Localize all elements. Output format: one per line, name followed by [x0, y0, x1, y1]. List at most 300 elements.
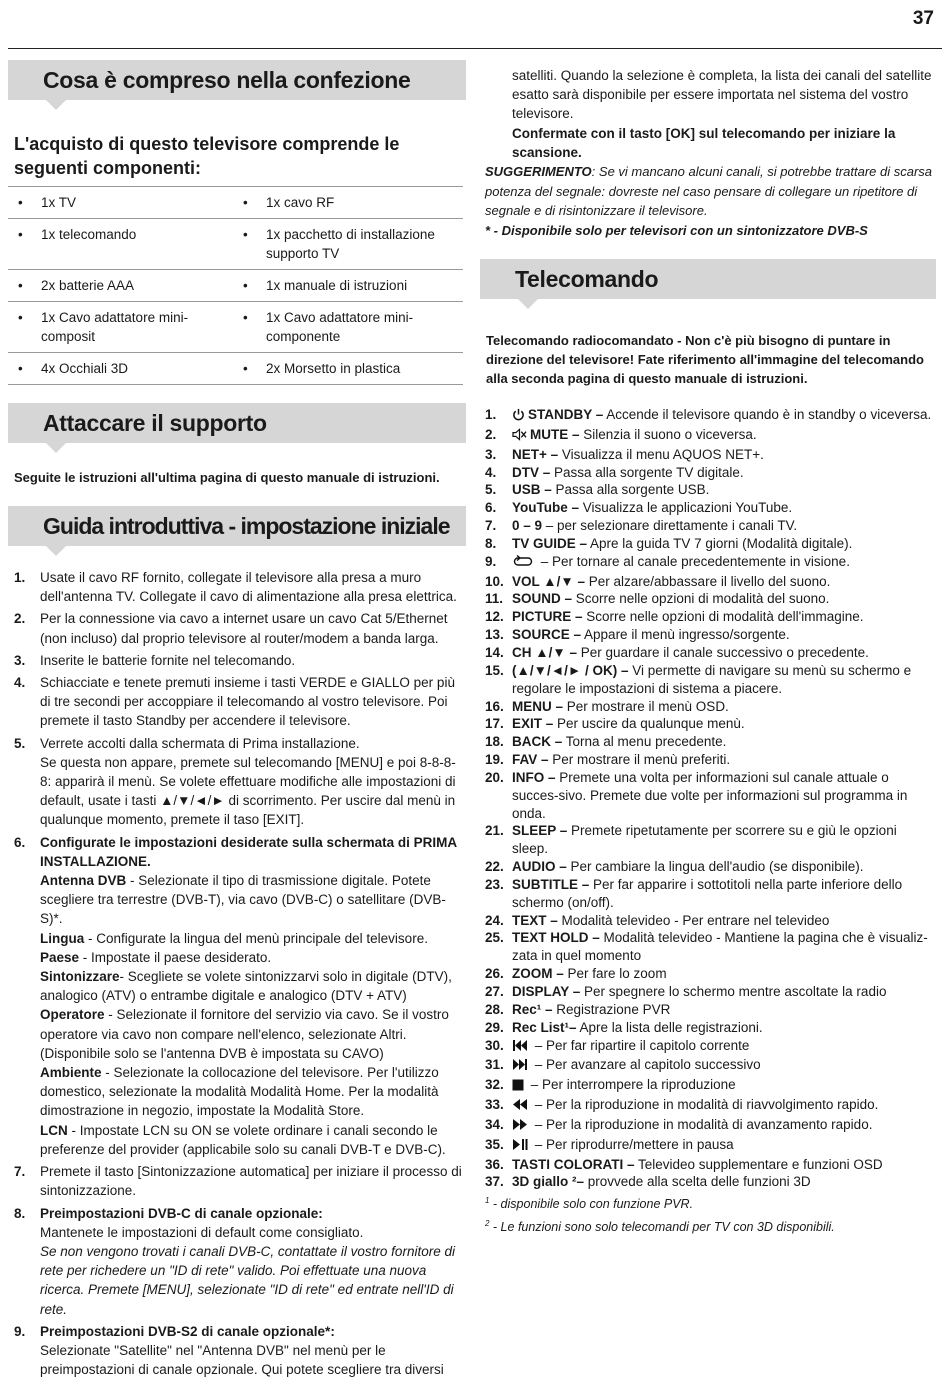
- right-column: [480, 66, 936, 1238]
- package-item: [233, 359, 463, 378]
- step-body: [40, 734, 466, 830]
- item-number: 8.: [485, 535, 497, 551]
- step-number: 8.: [14, 1205, 26, 1221]
- setting-desc: - Impostate il paese desiderato.: [79, 949, 272, 965]
- button-name: 0 – 9: [512, 518, 543, 534]
- button-name: Rec¹ –: [512, 1001, 553, 1017]
- footnotes: [480, 1191, 936, 1237]
- setup-step: [8, 833, 466, 1159]
- remote-button-item: [480, 876, 936, 912]
- button-desc: Per guardare il canale successivo o precedente.: [576, 644, 869, 660]
- button-name: MUTE –: [530, 426, 580, 442]
- remote-button-item: [480, 446, 936, 464]
- button-desc: Modalità televideo - Per entrare nel televideo: [557, 912, 830, 928]
- dvbs-note: * - Disponibile solo per televisori con un sintonizzatore DVB-S: [485, 222, 868, 238]
- package-item: [8, 225, 233, 244]
- item-number: 33.: [485, 1097, 504, 1113]
- package-subtitle: L'acquisto di questo televisore comprende le seguenti componenti:: [14, 134, 400, 178]
- button-name: PICTURE –: [512, 609, 583, 625]
- rewind-icon: [512, 1098, 528, 1116]
- remote-button-item: [480, 573, 936, 591]
- button-name: TEXT HOLD –: [512, 930, 600, 946]
- item-number: 23.: [485, 876, 504, 892]
- button-desc: – Per riprodurre/mettere in pausa: [531, 1136, 734, 1152]
- step-number: 4.: [14, 675, 26, 691]
- button-desc: Premete una volta per informazioni sul canale attuale o succes-sivo. Premete due volte per informazioni sul programma in onda.: [512, 769, 908, 821]
- item-body: [512, 446, 936, 464]
- button-desc: – Per la riproduzione in modalità di avanzamento rapido.: [531, 1116, 873, 1132]
- item-body: [512, 1019, 936, 1037]
- item-body: [512, 822, 936, 858]
- package-item-label: 1x Cavo adattatore mini-componente: [266, 310, 414, 344]
- button-name: INFO –: [512, 769, 556, 785]
- left-column: [8, 60, 466, 1382]
- step-body: [40, 1322, 466, 1380]
- remote-button-item: [480, 1173, 936, 1191]
- step-number: 9.: [14, 1323, 26, 1339]
- remote-button-item: [480, 426, 936, 446]
- button-desc: – Per tornare al canale precedentemente in visione.: [537, 553, 850, 569]
- item-body: [512, 1076, 936, 1096]
- item-body: [512, 1156, 936, 1174]
- item-number: 20.: [485, 769, 504, 785]
- setting-desc: - Selezionate il tipo di trasmissione digitale. Potete scegliere tra terrestre (DVB-T), via cavo (DVB-C) o satellitare (DVB-S)*.: [40, 873, 446, 927]
- setting-entry: [40, 1063, 466, 1121]
- setting-desc: - Scegliete se volete sintonizzarvi solo in digitale (DTV), analogico (ATV) o entrambe digitale e analogico (DTV + ATV): [40, 969, 452, 1004]
- step-text: Preimpostazioni DVB-S2 di canale opzionale*:: [40, 1323, 335, 1339]
- package-cell: [8, 353, 233, 385]
- setup-steps-list: [8, 568, 466, 1379]
- section-title: Attaccare il supporto: [43, 410, 267, 436]
- setting-name: Operatore: [40, 1007, 105, 1023]
- button-desc: Visualizza il menu AQUOS NET+.: [558, 446, 764, 462]
- package-item: [8, 276, 233, 295]
- remote-button-item: [480, 912, 936, 930]
- button-name: AUDIO –: [512, 859, 567, 875]
- item-number: 10.: [485, 573, 504, 589]
- step-text: Schiacciate e tenete premuti insieme i tasti VERDE e GIALLO per più di tre secondi per accoppiare il telecomando al vostro televisore. Poi premete il tasto Standby per accendere il televisore.: [40, 675, 455, 729]
- item-body: [512, 662, 936, 698]
- button-desc: Silenzia il suono o viceversa.: [579, 426, 757, 442]
- item-body: [512, 965, 936, 983]
- button-name: DISPLAY –: [512, 984, 581, 1000]
- item-body: [512, 733, 936, 751]
- button-desc: Scorre nelle opzioni di modalità del suono.: [572, 591, 830, 607]
- item-number: 5.: [485, 482, 497, 498]
- setting-name: Ambiente: [40, 1065, 102, 1081]
- footnote-text: - Le funzioni sono solo telecomandi per TV con 3D disponibili.: [489, 1220, 835, 1235]
- setting-name: Antenna DVB: [40, 873, 127, 889]
- footnote: [480, 1191, 936, 1214]
- setting-entry: [40, 871, 466, 929]
- setting-name: LCN: [40, 1122, 68, 1138]
- button-desc: Per cambiare la lingua dell'audio (se disponibile).: [566, 859, 864, 875]
- bullet-icon: •: [243, 278, 248, 293]
- item-body: [512, 715, 936, 733]
- button-name: VOL ▲/▼ –: [512, 573, 585, 589]
- item-body: [512, 626, 936, 644]
- remote-button-item: [480, 1116, 936, 1136]
- package-cell: [8, 302, 233, 353]
- section-title: Telecomando: [515, 266, 659, 293]
- button-desc: Per fare lo zoom: [563, 966, 667, 982]
- setup-step: [8, 673, 466, 731]
- setting-entry: [40, 967, 466, 1005]
- step-number: 3.: [14, 652, 26, 668]
- button-desc: Appare il menù ingresso/sorgente.: [581, 627, 790, 643]
- package-cell: [233, 270, 463, 302]
- section-title: Cosa è compreso nella confezione: [43, 67, 411, 93]
- item-body: [512, 553, 936, 573]
- setup-step: [8, 1322, 466, 1380]
- button-name: ZOOM –: [512, 966, 564, 982]
- item-number: 35.: [485, 1136, 504, 1152]
- package-cell: [8, 219, 233, 270]
- remote-button-item: [480, 464, 936, 482]
- button-name: EXIT –: [512, 716, 554, 732]
- remote-button-item: [480, 965, 936, 983]
- bullet-icon: •: [18, 361, 23, 376]
- continued-text-block: [480, 66, 936, 162]
- setting-name: Sintonizzare: [40, 969, 120, 985]
- step-body: [40, 609, 466, 647]
- setup-step: [8, 609, 466, 647]
- package-item: [233, 308, 463, 346]
- item-body: [512, 1136, 936, 1156]
- footnote: [480, 1214, 936, 1237]
- package-cell: [233, 219, 463, 270]
- item-body: [512, 1001, 936, 1019]
- item-body: [512, 590, 936, 608]
- item-body: [512, 983, 936, 1001]
- setting-desc: - Selezionate il fornitore del servizio via cavo. Se il vostro operatore via cavo non compare nell'elenco, selezionate Altri. (Disponibile solo se l'antenna DVB è impostata su CAVO): [40, 1007, 449, 1061]
- remote-button-item: [480, 858, 936, 876]
- button-desc: Premete ripetutamente per scorrere su e giù le opzioni sleep.: [512, 823, 897, 857]
- item-body: [512, 517, 936, 535]
- item-body: [512, 1037, 936, 1057]
- step-number: 7.: [14, 1164, 26, 1180]
- item-number: 14.: [485, 644, 504, 660]
- package-cell: [8, 187, 233, 219]
- button-name: (▲/▼/◄/► / OK) –: [512, 662, 629, 678]
- section-title: Guida introduttiva - impostazione iniziale: [43, 513, 450, 539]
- setting-desc: - Configurate la lingua del menù principale del televisore.: [84, 930, 428, 946]
- remote-button-item: [480, 406, 936, 426]
- package-item: [8, 359, 233, 378]
- tip-block: [480, 162, 936, 240]
- remote-button-item: [480, 769, 936, 823]
- remote-button-item: [480, 751, 936, 769]
- remote-button-item: [480, 929, 936, 965]
- skip-back-icon: [512, 1039, 528, 1057]
- setting-entry: [40, 1121, 466, 1159]
- item-body: [512, 464, 936, 482]
- item-number: 36.: [485, 1156, 504, 1172]
- page-number: 37: [912, 8, 934, 29]
- button-name: STANDBY –: [528, 407, 604, 423]
- package-item: [8, 308, 233, 346]
- remote-button-item: [480, 1056, 936, 1076]
- section-header-stand: [8, 403, 466, 443]
- step-text: Usate il cavo RF fornito, collegate il televisore alla presa a muro dell'antenna TV. Collegate il cavo di alimentazione alla presa elettrica.: [40, 570, 457, 605]
- tip-text: : Se vi mancano alcuni canali, si potrebbe trattare di scarsa potenza del segnale: dovreste nel caso pensare di collegare un ripetitore di segnale e di risintonizzare il televisore.: [485, 164, 933, 219]
- item-body: [512, 912, 936, 930]
- package-item-label: 1x TV: [41, 195, 77, 210]
- item-number: 18.: [485, 734, 504, 750]
- remote-button-item: [480, 1156, 936, 1174]
- bullet-icon: •: [243, 361, 248, 376]
- package-item-label: 2x batterie AAA: [41, 278, 135, 293]
- button-desc: Televideo supplementare e funzioni OSD: [634, 1156, 883, 1172]
- button-name: TEXT –: [512, 912, 558, 928]
- item-body: [512, 929, 936, 965]
- button-name: YouTube –: [512, 500, 579, 516]
- return-icon: [512, 555, 534, 573]
- remote-button-item: [480, 517, 936, 535]
- button-desc: Passa alla sorgente TV digitale.: [550, 464, 744, 480]
- step-text: Inserite le batterie fornite nel telecomando.: [40, 652, 296, 668]
- step-text: Configurate le impostazioni desiderate sulla schermata di PRIMA INSTALLAZIONE.: [40, 834, 457, 869]
- button-desc: Registrazione PVR: [552, 1001, 671, 1017]
- remote-button-item: [480, 626, 936, 644]
- remote-intro: Telecomando radiocomandato - Non c'è più bisogno di puntare in direzione del televisore! Fate riferimento all'immagine del telecomando alla seconda pagina di questo manuale di istruzioni.: [486, 333, 924, 387]
- remote-button-item: [480, 1096, 936, 1116]
- button-name: FAV –: [512, 752, 549, 768]
- item-number: 21.: [485, 823, 504, 839]
- footnote-mark: 1: [485, 1196, 490, 1206]
- button-name: USB –: [512, 482, 552, 498]
- button-desc: – per selezionare direttamente i canali TV.: [542, 518, 798, 534]
- remote-button-item: [480, 1019, 936, 1037]
- item-number: 24.: [485, 912, 504, 928]
- item-number: 27.: [485, 984, 504, 1000]
- button-desc: Apre la lista delle registrazioni.: [576, 1019, 763, 1035]
- item-body: [512, 573, 936, 591]
- item-number: 6.: [485, 500, 497, 516]
- bullet-icon: •: [18, 278, 23, 293]
- item-body: [512, 644, 936, 662]
- package-item: [8, 193, 233, 212]
- button-desc: Per spegnere lo schermo mentre ascoltate la radio: [580, 984, 887, 1000]
- item-number: 7.: [485, 518, 497, 534]
- item-number: 11.: [485, 591, 504, 607]
- step-text: Se questa non appare, premete sul telecomando [MENU] e poi 8-8-8-8: apparirà il menù. Se volete effettuare modifiche alle impostazioni di default, usate i tasti ▲/▼/◄/► di scorrimento. Per uscire dal menù in qualunque momento, premete il taso [EXIT].: [40, 754, 456, 828]
- package-item-label: 1x manuale di istruzioni: [266, 278, 408, 293]
- button-name: 3D giallo ²–: [512, 1174, 585, 1190]
- step-body: [40, 833, 466, 1159]
- remote-button-item: [480, 822, 936, 858]
- setup-step: [8, 568, 466, 606]
- button-desc: Per alzare/abbassare il livello del suono.: [585, 573, 831, 589]
- item-number: 16.: [485, 698, 504, 714]
- remote-button-item: [480, 1037, 936, 1057]
- step-text: Preimpostazioni DVB-C di canale opzionale:: [40, 1205, 323, 1221]
- continued-paragraph: satelliti. Quando la selezione è completa, la lista dei canali del satellite esatto sarà disponibile per essere importata nel sistema del vostro televisore.: [512, 68, 932, 122]
- button-desc: – Per interrompere la riproduzione: [527, 1077, 736, 1093]
- button-name: SOUND –: [512, 591, 573, 607]
- play-pause-icon: [512, 1138, 528, 1156]
- remote-button-item: [480, 644, 936, 662]
- remote-button-item: [480, 1001, 936, 1019]
- button-desc: Per uscire da qualunque menù.: [553, 716, 745, 732]
- setup-step: [8, 734, 466, 830]
- item-body: [512, 1096, 936, 1116]
- button-desc: Visualizza le applicazioni YouTube.: [579, 500, 793, 516]
- button-name: MENU –: [512, 698, 564, 714]
- remote-button-item: [480, 715, 936, 733]
- package-row: [8, 219, 463, 270]
- step-number: 1.: [14, 570, 26, 585]
- button-name: TASTI COLORATI –: [512, 1156, 635, 1172]
- bullet-icon: •: [243, 195, 248, 210]
- package-row: [8, 187, 463, 219]
- step-text: Selezionate "Satellite" nel "Antenna DVB" nel menù per le preimpostazioni di canale opzionale. Qui potete scegliere tra diversi: [40, 1342, 444, 1378]
- package-item-label: 1x Cavo adattatore mini-composit: [41, 310, 189, 344]
- setting-entry: [40, 948, 466, 967]
- remote-button-item: [480, 608, 936, 626]
- item-body: [512, 1056, 936, 1076]
- item-body: [512, 769, 936, 823]
- bullet-icon: •: [18, 227, 23, 242]
- bullet-icon: •: [18, 310, 23, 325]
- button-desc: Passa alla sorgente USB.: [551, 482, 710, 498]
- setting-desc: - Impostate LCN su ON se volete ordinare i canali secondo le preferenze del provider (applicabile solo su canali DVB-T e DVB-C).: [40, 1122, 446, 1157]
- button-name: SUBTITLE –: [512, 876, 590, 892]
- step-body: [40, 673, 466, 731]
- item-body: [512, 535, 936, 553]
- button-desc: provvede alla scelta delle funzioni 3D: [584, 1174, 811, 1190]
- remote-button-item: [480, 1136, 936, 1156]
- tip-label: SUGGERIMENTO: [485, 164, 592, 180]
- package-item-label: 1x pacchetto di installazione supporto TV: [266, 227, 435, 261]
- item-body: [512, 481, 936, 499]
- setting-name: Paese: [40, 949, 80, 965]
- item-number: 31.: [485, 1057, 504, 1073]
- item-body: [512, 1116, 936, 1136]
- item-number: 13.: [485, 627, 504, 643]
- package-row: [8, 302, 463, 353]
- item-body: [512, 426, 936, 446]
- setup-step: [8, 1162, 466, 1200]
- item-body: [512, 876, 936, 912]
- step-number: 2.: [14, 611, 26, 627]
- setting-name: Lingua: [40, 930, 85, 946]
- button-name: Rec List¹–: [512, 1019, 577, 1035]
- item-body: [512, 608, 936, 626]
- bullet-icon: •: [18, 195, 23, 210]
- button-name: SLEEP –: [512, 823, 568, 839]
- section-header-setup: [8, 506, 466, 546]
- package-row: [8, 353, 463, 385]
- button-desc: Per far apparire i sottotitoli nella parte inferiore dello schermo (on/off).: [512, 876, 903, 910]
- step-body: [40, 1162, 466, 1200]
- package-item: [233, 193, 463, 212]
- button-desc: Modalità televideo - Mantiene la pagina che è visualiz-zata in quel momento: [512, 930, 928, 964]
- item-number: 28.: [485, 1001, 504, 1017]
- item-number: 26.: [485, 966, 504, 982]
- remote-button-item: [480, 535, 936, 553]
- setup-step: [8, 651, 466, 670]
- remote-button-item: [480, 662, 936, 698]
- package-item-label: 1x telecomando: [41, 227, 137, 242]
- button-desc: Per mostrare il menù preferiti.: [548, 752, 731, 768]
- button-desc: Accende il televisore quando è in standby o viceversa.: [603, 407, 932, 423]
- item-body: [512, 751, 936, 769]
- skip-forward-icon: [512, 1058, 528, 1076]
- setting-desc: - Selezionate la collocazione del televisore. Per l'utilizzo domestico, selezionate la modalità Modalità Home. Per la modalità dimostrazione in negozio, impostate la Modalità Store.: [40, 1065, 439, 1119]
- button-name: CH ▲/▼ –: [512, 644, 577, 660]
- package-cell: [8, 270, 233, 302]
- item-body: [512, 406, 936, 426]
- item-number: 3.: [485, 446, 497, 462]
- package-cell: [233, 187, 463, 219]
- stand-note: Seguite le istruzioni all'ultima pagina di questo manuale di istruzioni.: [14, 470, 440, 485]
- package-item-label: 4x Occhiali 3D: [41, 361, 129, 376]
- button-name: TV GUIDE –: [512, 535, 588, 551]
- button-name: DTV –: [512, 464, 551, 480]
- step-body: [40, 568, 466, 606]
- step-text: Verrete accolti dalla schermata di Prima installazione.: [40, 735, 360, 751]
- button-name: NET+ –: [512, 446, 559, 462]
- section-header-remote: [480, 259, 936, 299]
- button-desc: Per mostrare il menù OSD.: [563, 698, 729, 714]
- remote-button-item: [480, 733, 936, 751]
- step-number: 6.: [14, 834, 26, 850]
- item-number: 17.: [485, 716, 504, 732]
- button-name: BACK –: [512, 734, 563, 750]
- footnote-text: - disponibile solo con funzione PVR.: [489, 1197, 694, 1212]
- remote-button-item: [480, 499, 936, 517]
- button-desc: – Per avanzare al capitolo successivo: [531, 1057, 761, 1073]
- step-body: [40, 1204, 466, 1319]
- power-icon: [512, 408, 525, 426]
- stop-icon: [512, 1078, 524, 1096]
- item-number: 37.: [485, 1174, 504, 1190]
- button-name: SOURCE –: [512, 627, 582, 643]
- package-item: [233, 225, 463, 263]
- package-item-label: 2x Morsetto in plastica: [266, 361, 401, 376]
- remote-button-item: [480, 1076, 936, 1096]
- mute-icon: [512, 428, 527, 446]
- item-number: 19.: [485, 752, 504, 768]
- item-number: 15.: [485, 662, 504, 678]
- setting-entry: [40, 1005, 466, 1063]
- package-cell: [233, 353, 463, 385]
- remote-button-item: [480, 698, 936, 716]
- step-number: 5.: [14, 735, 26, 751]
- item-number: 1.: [485, 407, 497, 423]
- button-desc: Apre la guida TV 7 giorni (Modalità digitale).: [587, 535, 853, 551]
- button-desc: Torna al menu precedente.: [562, 734, 727, 750]
- remote-buttons-list: [480, 406, 936, 1191]
- item-body: [512, 858, 936, 876]
- item-number: 29.: [485, 1019, 504, 1035]
- step-body: [40, 651, 466, 670]
- confirm-scan-text: Confermate con il tasto [OK] sul telecomando per iniziare la scansione.: [512, 125, 896, 160]
- item-number: 12.: [485, 609, 504, 625]
- step-text: Premete il tasto [Sintonizzazione automatica] per iniziare il processo di sintonizzazione.: [40, 1164, 462, 1199]
- fast-forward-icon: [512, 1118, 528, 1136]
- step-text: Mantenete le impostazioni di default come consigliato.: [40, 1224, 364, 1240]
- button-desc: – Per la riproduzione in modalità di riavvolgimento rapido.: [531, 1097, 879, 1113]
- remote-button-item: [480, 590, 936, 608]
- setting-entry: [40, 929, 466, 948]
- package-cell: [233, 302, 463, 353]
- section-header-contents: [8, 60, 466, 100]
- remote-button-item: [480, 983, 936, 1001]
- package-item: [233, 276, 463, 295]
- button-desc: Vi permette di navigare su menù su schermo e regolare le impostazioni di sistema a piacere.: [512, 662, 912, 696]
